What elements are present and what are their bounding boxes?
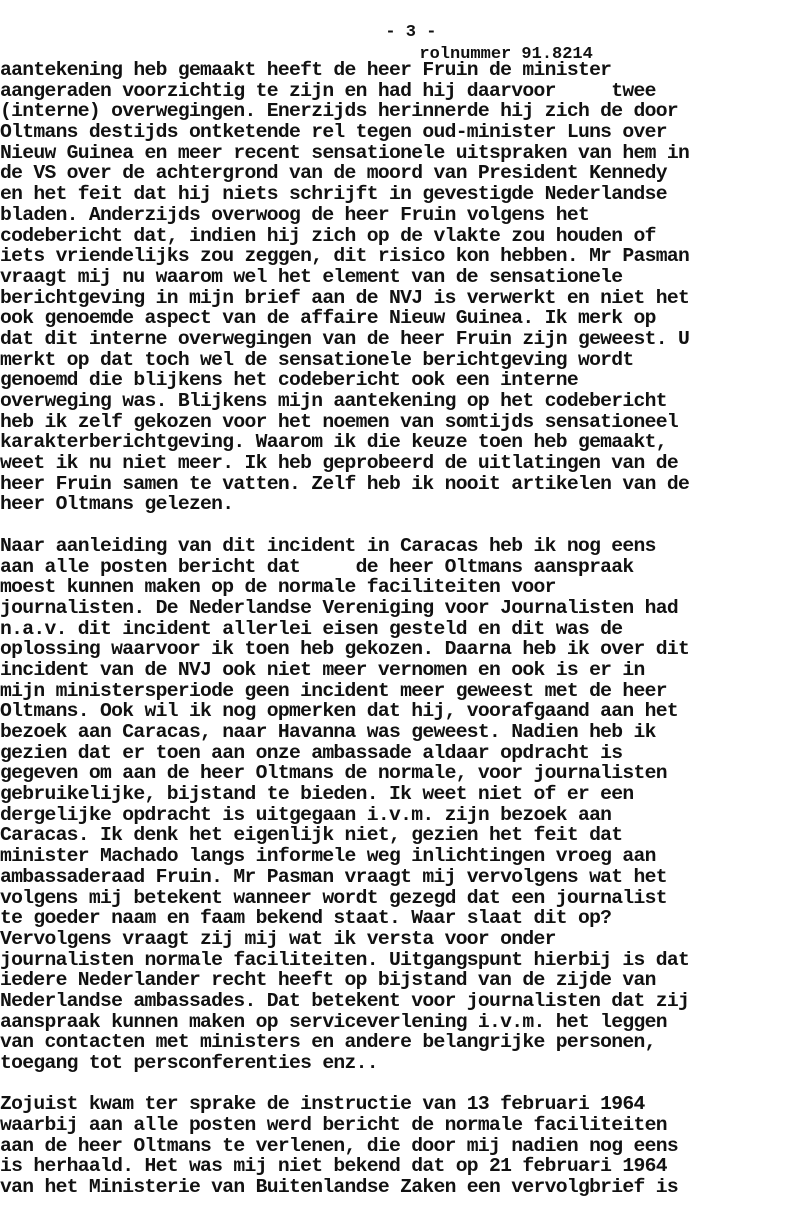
- text-line: heb ik zelf gekozen voor het noemen van somtijds sensationeel: [0, 411, 678, 433]
- text-line: Vervolgens vraagt zij mij wat ik versta voor onder: [0, 928, 556, 950]
- text-line: toegang tot persconferenties enz..: [0, 1053, 378, 1074]
- text-line: Caracas. Ik denk het eigenlijk niet, gezien het feit dat: [0, 825, 623, 847]
- text-line: bladen. Anderzijds overwoog de heer Fruin volgens het: [0, 204, 590, 226]
- text-line: aan de heer Oltmans te verlenen, die door mij nadien nog eens: [0, 1135, 678, 1157]
- text-line: iets vriendelijks zou zeggen, dit risico kon hebben. Mr Pasman: [0, 246, 690, 267]
- paragraph-3: [0, 1094, 799, 1197]
- text-line: weet ik nu niet meer. Ik heb geprobeerd de uitlatingen van de: [0, 453, 678, 474]
- text-line: Oltmans destijds ontketende rel tegen oud-minister Luns over: [0, 122, 667, 143]
- text-line: volgens mij betekent wanneer wordt gezegd dat een journalist: [0, 887, 667, 909]
- text-line: te goeder naam en faam bekend staat. Waar slaat dit op?: [0, 908, 612, 929]
- text-line: berichtgeving in mijn brief aan de NVJ is verwerkt en niet het: [0, 287, 690, 309]
- roll-number: rolnummer 91.8214: [419, 45, 593, 64]
- text-line: aanspraak kunnen maken op serviceverlening i.v.m. het leggen: [0, 1011, 667, 1033]
- text-line: n.a.v. dit incident allerlei eisen gesteld en dit was de: [0, 618, 623, 640]
- text-line: journalisten normale faciliteiten. Uitgangspunt hierbij is dat: [0, 949, 690, 971]
- text-line: minister Machado langs informele weg inlichtingen vroeg aan: [0, 846, 656, 867]
- paragraph-1: [0, 60, 799, 515]
- text-line: iedere Nederlander recht heeft op bijstand van de zijde van: [0, 970, 656, 991]
- text-line: bezoek aan Caracas, naar Havanna was geweest. Nadien heb ik: [0, 722, 656, 743]
- text-line: genoemd die blijkens het codebericht ook een interne: [0, 370, 578, 391]
- text-line: (interne) overwegingen. Enerzijds herinnerde hij zich de door: [0, 101, 678, 123]
- text-line: codebericht dat, indien hij zich op de vlakte zou houden of: [0, 225, 656, 247]
- text-line: dat dit interne overwegingen van de heer Fruin zijn geweest. U: [0, 328, 690, 350]
- text-line: is herhaald. Het was mij niet bekend dat op 21 februari 1964: [0, 1156, 667, 1178]
- text-line: ook genoemde aspect van de affaire Nieuw Guinea. Ik merk op: [0, 308, 656, 329]
- text-line: journalisten. De Nederlandse Vereniging voor Journalisten had: [0, 597, 678, 619]
- text-line: vraagt mij nu waarom wel het element van de sensationele: [0, 266, 623, 288]
- text-line: karakterberichtgeving. Waarom ik die keuze toen heb gemaakt,: [0, 432, 667, 454]
- text-line: mijn ministersperiode geen incident meer geweest met de heer: [0, 680, 667, 702]
- text-line: aangeraden voorzichtig te zijn en had hij daarvoor twee: [0, 80, 656, 102]
- text-line: ambassaderaad Fruin. Mr Pasman vraagt mij vervolgens wat het: [0, 866, 667, 888]
- text-line: aantekening heb gemaakt heeft de heer Fruin de minister: [0, 60, 612, 81]
- text-line: aan alle posten bericht dat de heer Oltmans aanspraak: [0, 556, 634, 578]
- text-line: van contacten met ministers en andere belangrijke personen,: [0, 1032, 656, 1053]
- text-line: van het Ministerie van Buitenlandse Zaken een vervolgbrief is: [0, 1177, 678, 1198]
- text-line: heer Oltmans gelezen.: [0, 494, 234, 516]
- text-line: merkt op dat toch wel de sensationele berichtgeving wordt: [0, 349, 634, 371]
- text-line: Naar aanleiding van dit incident in Caracas heb ik nog eens: [0, 535, 656, 557]
- text-line: de VS over de achtergrond van de moord van President Kennedy: [0, 163, 667, 185]
- page-header: [365, 0, 799, 64]
- text-line: gezien dat er toen aan onze ambassade aldaar opdracht is: [0, 742, 623, 764]
- text-line: en het feit dat hij niets schrijft in gevestigde Nederlandse: [0, 184, 667, 205]
- text-line: Nederlandse ambassades. Dat betekent voor journalisten dat zij: [0, 990, 690, 1012]
- text-line: gegeven om aan de heer Oltmans de normale, voor journalisten: [0, 763, 667, 785]
- text-line: waarbij aan alle posten werd bericht de normale faciliteiten: [0, 1115, 667, 1136]
- paragraph-2: [0, 536, 799, 1074]
- text-line: gebruikelijke, bijstand te bieden. Ik weet niet of er een: [0, 784, 634, 805]
- document-body: [0, 60, 799, 1219]
- text-line: Zojuist kwam ter sprake de instructie van 13 februari 1964: [0, 1094, 645, 1116]
- text-line: oplossing waarvoor ik toen heb gekozen. Daarna heb ik over dit: [0, 639, 690, 660]
- text-line: incident van de NVJ ook niet meer vernomen en ook is er in: [0, 659, 645, 681]
- page-number: - 3 -: [385, 23, 437, 42]
- text-line: heer Fruin samen te vatten. Zelf heb ik nooit artikelen van de: [0, 473, 690, 495]
- text-line: overweging was. Blijkens mijn aantekening op het codebericht: [0, 391, 667, 412]
- text-line: dergelijke opdracht is uitgegaan i.v.m. zijn bezoek aan: [0, 804, 612, 826]
- text-line: moest kunnen maken op de normale faciliteiten voor: [0, 577, 556, 598]
- text-line: Oltmans. Ook wil ik nog opmerken dat hij, voorafgaand aan het: [0, 701, 678, 722]
- text-line: Nieuw Guinea en meer recent sensationele uitspraken van hem in: [0, 142, 690, 164]
